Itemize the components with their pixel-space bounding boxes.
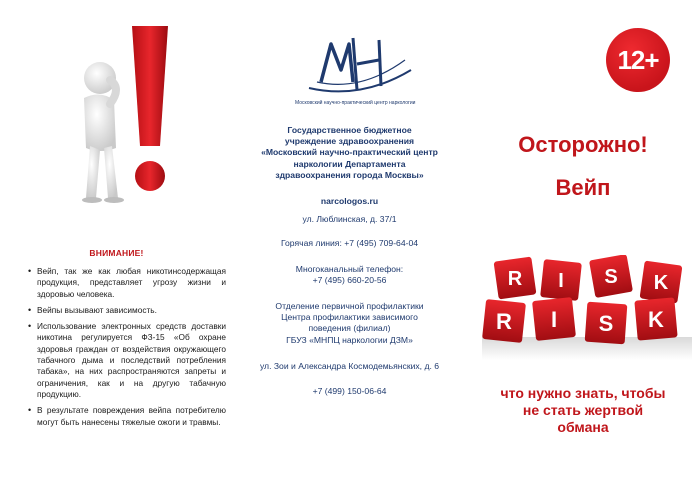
risk-letter: R: [496, 309, 512, 334]
dept-line: поведения (филиал): [308, 323, 391, 334]
phone-secondary: +7 (499) 150-06-64: [312, 386, 387, 396]
multichannel-label: Многоканальный телефон:: [295, 264, 404, 274]
risk-letter: I: [558, 270, 564, 292]
logo-caption: Московский научно-практический центр наркологии: [295, 100, 416, 106]
tagline-line: не стать жертвой: [522, 402, 644, 418]
address: ул. Люблинская, д. 37/1: [302, 214, 397, 224]
address-secondary: ул. Зои и Александра Космодемьянских, д. 6: [259, 361, 440, 371]
thinking-figure-with-exclamation-icon: [70, 18, 200, 208]
org-line: наркологии Департамента: [293, 158, 406, 169]
warning-list: [30, 266, 226, 433]
risk-letter: K: [648, 307, 664, 332]
warning-title: ВНИМАНИЕ!: [89, 248, 144, 258]
risk-letter: I: [550, 307, 558, 332]
dept-line: ГБУЗ «МНПЦ наркологии ДЗМ»: [286, 334, 413, 345]
org-line: здравоохранения города Москвы»: [275, 169, 424, 180]
risk-letter: S: [604, 266, 618, 288]
organization-name: [233, 125, 466, 181]
risk-letter: R: [507, 268, 523, 290]
dept-line: Центра профилактики зависимого: [281, 312, 418, 323]
list-item: • Вейпы вызывают зависимость.: [30, 305, 226, 316]
multichannel-number: +7 (495) 660-20-56: [312, 275, 387, 286]
risk-cubes-back-row: [494, 255, 683, 303]
risk-letter: S: [598, 311, 614, 336]
risk-letter: K: [653, 272, 669, 294]
mnpc-logo: [291, 30, 421, 110]
org-line: учреждение здравоохранения: [284, 136, 415, 147]
tagline-line: обмана: [557, 419, 609, 435]
org-line: Государственное бюджетное: [287, 125, 412, 135]
dept-line: Отделение первичной профилактики: [275, 301, 424, 311]
multichannel-phone: [233, 264, 466, 286]
headline-caution: Осторожно!: [518, 132, 648, 157]
left-panel: [0, 0, 233, 495]
risk-cubes-image: [482, 255, 692, 360]
list-item: • Вейп, так же как любая никотинсодержащая продукция, представляет угрозу жизни и здоровью человека.: [30, 266, 226, 300]
right-panel: [466, 0, 700, 495]
website-link[interactable]: narcologos.ru: [320, 196, 379, 206]
hotline-phone: Горячая линия: +7 (495) 709-64-04: [280, 238, 419, 248]
age-rating-badge: 12+: [606, 28, 670, 92]
list-item: • Использование электронных средств доставки никотина регулируется ФЗ-15 «Об охране здоровья граждан от воздействия окружающего табачного дыма и последствий потребления табака», на них распространяются запреты и ограничения, как и на другую табачную продукцию.: [30, 321, 226, 400]
tagline-line: что нужно знать, чтобы: [500, 385, 666, 401]
list-item: • В результате повреждения вейпа потребителю могут быть нанесены тяжелые ожоги и травмы.: [30, 405, 226, 428]
headline-vape: Вейп: [555, 175, 611, 200]
middle-panel: [233, 0, 466, 495]
department-name: [233, 301, 466, 346]
tagline: [466, 385, 700, 436]
org-line: «Московский научно-практический центр: [261, 147, 438, 158]
